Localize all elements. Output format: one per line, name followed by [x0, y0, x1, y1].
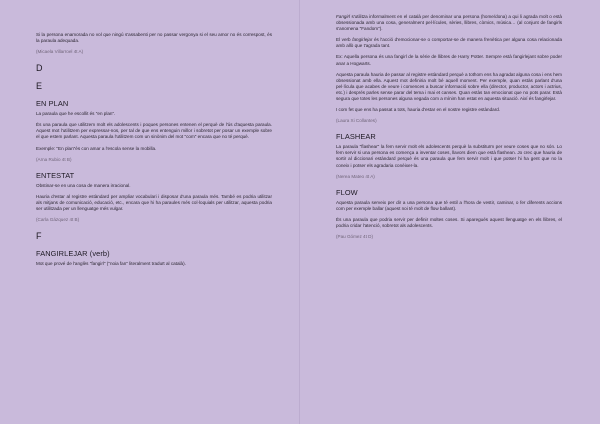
right-page [300, 0, 600, 424]
fangirl-p4: Aquesta paraula hauria de passar al registre estàndard perquè a tothom ens ha agradat alguna cosa i ens hem obsessionat amb ella. Aquest mot definiria molt bé aquell moment. Per exemple, quan estàs parlant d'una pel·lícula que acabes de veure i comences a buscar informació sobre ella (director, productor, actors i actrius, etc.) i després parles sense parar del tema i mai et canses. Quan estàs tan emocionat que no pots parar. Està segura que totes les persones alguna vegada com a mínim han estat en aquesta situació. Així és fangirlejar. [336, 71, 563, 102]
fangirl-p2-text: és l'acció d'emocionar-se o comportar-se de manera frenètica per alguna cosa relacionada amb allò que t'agrada tant. [336, 37, 562, 49]
fangirl-p2-pre: El verb [336, 37, 353, 43]
fangirlejar-p1: Mot que prové de l'anglès "fangirl" ("noia fan" literalment traduït al català). [36, 261, 186, 267]
en-plan-p1: La paraula que he escollit és "en plan". [36, 111, 116, 117]
entestat-p1: Obstinar-se en una cosa de manera irracional. [36, 182, 131, 188]
term-flashear: FLASHEAR [336, 132, 376, 142]
fangirl-term-italic: Fangirl [336, 14, 351, 19]
letter-heading-f: F [36, 231, 42, 242]
flow-p1: Aquesta paraula serveix per dir a una persona que té estil a l'hora de vestir, caminar, o fer diferents accions com per exemple ballar (aquest noi té molt de flow ballant). [336, 199, 562, 211]
entestat-author: (Carla Gázquez 4t B) [36, 217, 80, 223]
en-plan-p3: Exemple: "En plan"ès con amar a l'escola sense la mobilla. [36, 145, 157, 151]
intro-author: (Micaela Villarroel 4t A) [36, 49, 84, 55]
term-fangirlejar: FANGIRLEJAR (verb) [36, 249, 110, 259]
term-flow: FLOW [336, 187, 358, 197]
entestat-p2: Hauria d'estar al registre estàndard per ampliar vocabulari i disposar d'una paraula més. També es podria utilitzar als mitjans de comunicació, educació, etc., encara que hi ha paraules més col·loquials per utilitzar, aquesta podria ser utilitzada per un llenguatge més vulgar. [36, 193, 272, 211]
intro-paragraph: Si la persona enamorada no vol que ningú s'assabenti per no passar vergonya si el seu amor no és correspost, és la paraula adequada. [36, 32, 272, 44]
right-column [336, 14, 562, 248]
fangirl-p3: Ex: Aquella persona és una fangirl de la sèrie de llibres de Harry Potter. Sempre està fangirlejant sobre poder anar a Hogwarts. [336, 54, 562, 66]
en-plan-p2: És una paraula que utilitzem molt els adolescents i poques persones entenen el perquè de l'ús d'aquesta paraula. Aquest mot l'utilitzem per expressar-nos, per tal de que ens entenguin millor i sobretot per posar un exemple sobre el que estem parlant. Aquesta paraula l'utilitzem com un sinònim del mot "com" encara que no té perquè. [36, 122, 272, 140]
fangirlejar-italic: fangirlejar [352, 37, 373, 43]
en-plan-author: (Arna Rubio 4t B) [36, 156, 72, 162]
fangirl-author: (Laura Xi Collantes) [336, 118, 377, 124]
flashear-author: (Nerea Mateo 4t A) [336, 173, 375, 179]
letter-heading-d: D [36, 63, 43, 74]
flashear-p1: La paraula "flashear" la fem servir molt els adolescents perquè la substituïm per veure coses que no són. Lo fem servir si una persona es comença a inventar coses, llavors diem que està flashean. Jo crec que hauria de sortir al diccionari estàndard perquè és una paraula que fem servir molt i que potser hi ha gent que no la coneix i potser els agradaria conèixer-la. [336, 144, 562, 168]
term-entestat: ENTESTAT [36, 170, 75, 180]
fangirl-p1-text: s'utilitza informalment en el català per denominar una persona (home/dona) a qui li agrada molt o està obsessionada amb una cosa, generalment pel·lícules, sèries, llibres, còmics, música… (al conjunt de fangirls s'anomena "Fandom"). [336, 14, 562, 32]
left-column [36, 32, 272, 272]
flow-author: (Pau Gómez 4t D) [336, 233, 374, 239]
letter-heading-e: E [36, 81, 43, 92]
fangirl-p2 [336, 37, 562, 49]
fangirl-p1 [336, 14, 562, 32]
term-en-plan: EN PLAN [36, 99, 69, 109]
fangirl-p5: I com fet que ens ha passat a tots, hauria d'estar en el nostre registre estàndard. [336, 107, 501, 113]
flow-p2: És una paraula que podria servir per definir moltes coses. Si aparegués aquest llenguatge en els llibres, el podria cridar l'atenció, sobretot als adolescents. [336, 216, 562, 228]
